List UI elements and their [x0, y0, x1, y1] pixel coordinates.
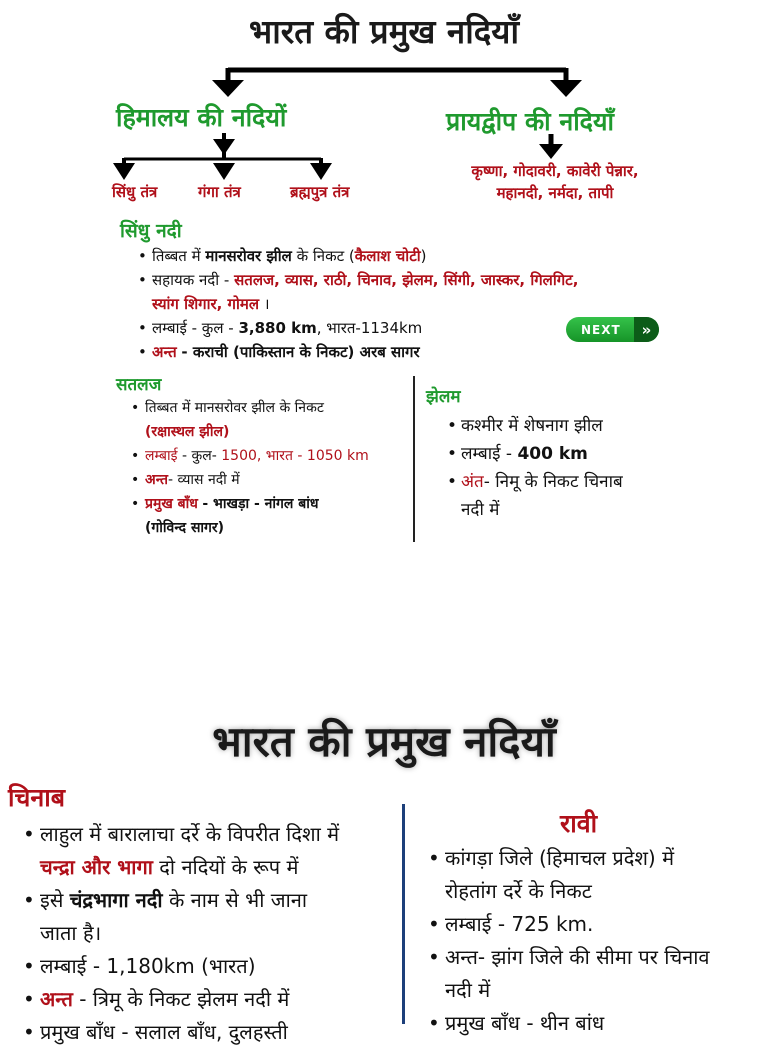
sindhu-bullet-origin: • तिब्बत में मानसरोवर झील के निकट (कैलाश चोटी) [152, 244, 662, 268]
peninsular-rivers-line2: महानदी, नर्मदा, तापी [496, 184, 614, 202]
brahmaputra-system-label: ब्रह्मपुत्र तंत्र [290, 183, 350, 201]
arrow-mid-himalayan [213, 139, 235, 155]
ganga-system-label: गंगा तंत्र [198, 183, 241, 201]
satluj-bullet-end: • अन्त- व्यास नदी में [145, 468, 413, 492]
chinab-bullet-end: • अन्त - त्रिमू के निकट झेलम नदी में [40, 983, 400, 1016]
satluj-bullet-dam: • प्रमुख बाँध - भाखड़ा - नांगल बांध (गोविन्द सागर) [145, 492, 413, 540]
card1-column-divider [413, 376, 415, 542]
sindhu-bullets [152, 244, 662, 364]
jhelum-bullet-length: • लम्बाई - 400 km [461, 440, 741, 468]
himalayan-rivers-heading: हिमालय की नदियों [116, 103, 287, 132]
jhelum-bullet-end: • अंत- निमू के निकट चिनाब नदी में [461, 468, 741, 524]
jhelum-bullets [461, 412, 741, 524]
arrow-to-brahmaputra-tantra [310, 163, 332, 180]
sindhu-bullet-end: • अन्त - कराची (पाकिस्तान के निकट) अरब सागर [152, 340, 662, 364]
card2-title: भारत की प्रमुख नदियाँ [212, 717, 556, 766]
sindhu-system-label: सिंधु तंत्र [112, 183, 158, 201]
sindhu-bullet-length: • लम्बाई - कुल - 3,880 km, भारत-1134km [152, 316, 662, 340]
sindhu-bullet-tributaries: • सहायक नदी - सतलज, व्यास, राठी, चिनाव, झेलम, सिंगी, जास्कर, गिलगिट, स्यांग शिगार, गोमल । [152, 268, 662, 316]
peninsular-rivers-list [430, 160, 680, 204]
card2-column-divider [402, 804, 405, 1024]
double-chevron-right-icon: » [634, 317, 659, 342]
jhelum-bullet-origin: • कश्मीर में शेषनाग झील [461, 412, 741, 440]
peninsular-rivers-line1: कृष्णा, गोदावरी, कावेरी पेन्नार, [471, 162, 639, 180]
ravi-bullet-dam: • प्रमुख बाँध - थीन बांध [445, 1007, 763, 1040]
arrow-to-peninsular-rivers [539, 144, 563, 159]
jhelum-heading: झेलम [426, 387, 461, 407]
satluj-bullets [145, 396, 413, 540]
chinab-bullet-alias: • इसे चंद्रभागा नदी के नाम से भी जाना जाता है। [40, 884, 400, 950]
arrow-to-himalayan [212, 80, 244, 97]
satluj-bullet-length: • लम्बाई - कुल- 1500, भारत - 1050 km [145, 444, 413, 468]
arrow-to-ganga-tantra [213, 163, 235, 180]
chinab-heading: चिनाब [8, 783, 65, 812]
next-button-label: NEXT [581, 322, 621, 337]
ravi-heading: रावी [560, 809, 598, 838]
ravi-bullet-length: • लम्बाई - 725 km. [445, 908, 763, 941]
arrow-to-peninsular [550, 80, 582, 97]
chinab-bullet-origin: • लाहुल में बारालाचा दर्रे के विपरीत दिशा में चन्द्रा और भागा दो नदियों के रूप में [40, 818, 400, 884]
arrow-to-sindhu-tantra [113, 163, 135, 180]
ravi-bullet-origin: • कांगड़ा जिले (हिमाचल प्रदेश) में रोहतांग दर्रे के निकट [445, 842, 763, 908]
chinab-bullets [40, 818, 400, 1049]
next-button[interactable] [566, 317, 659, 342]
card1-title: भारत की प्रमुख नदियाँ [249, 12, 519, 51]
chinab-bullet-dam: • प्रमुख बाँध - सलाल बाँध, दुलहस्ती [40, 1016, 400, 1049]
sindhu-nadi-heading: सिंधु नदी [120, 220, 182, 242]
ravi-bullet-end: • अन्त- झांग जिले की सीमा पर चिनाव नदी में [445, 941, 763, 1007]
satluj-heading: सतलज [116, 375, 162, 395]
ravi-bullets [445, 842, 763, 1040]
peninsular-rivers-heading: प्रायद्वीप की नदियाँ [446, 107, 614, 136]
chinab-bullet-length: • लम्बाई - 1,180km (भारत) [40, 950, 400, 983]
satluj-bullet-origin: • तिब्बत में मानसरोवर झील के निकट (रक्षास्थल झील) [145, 396, 413, 444]
